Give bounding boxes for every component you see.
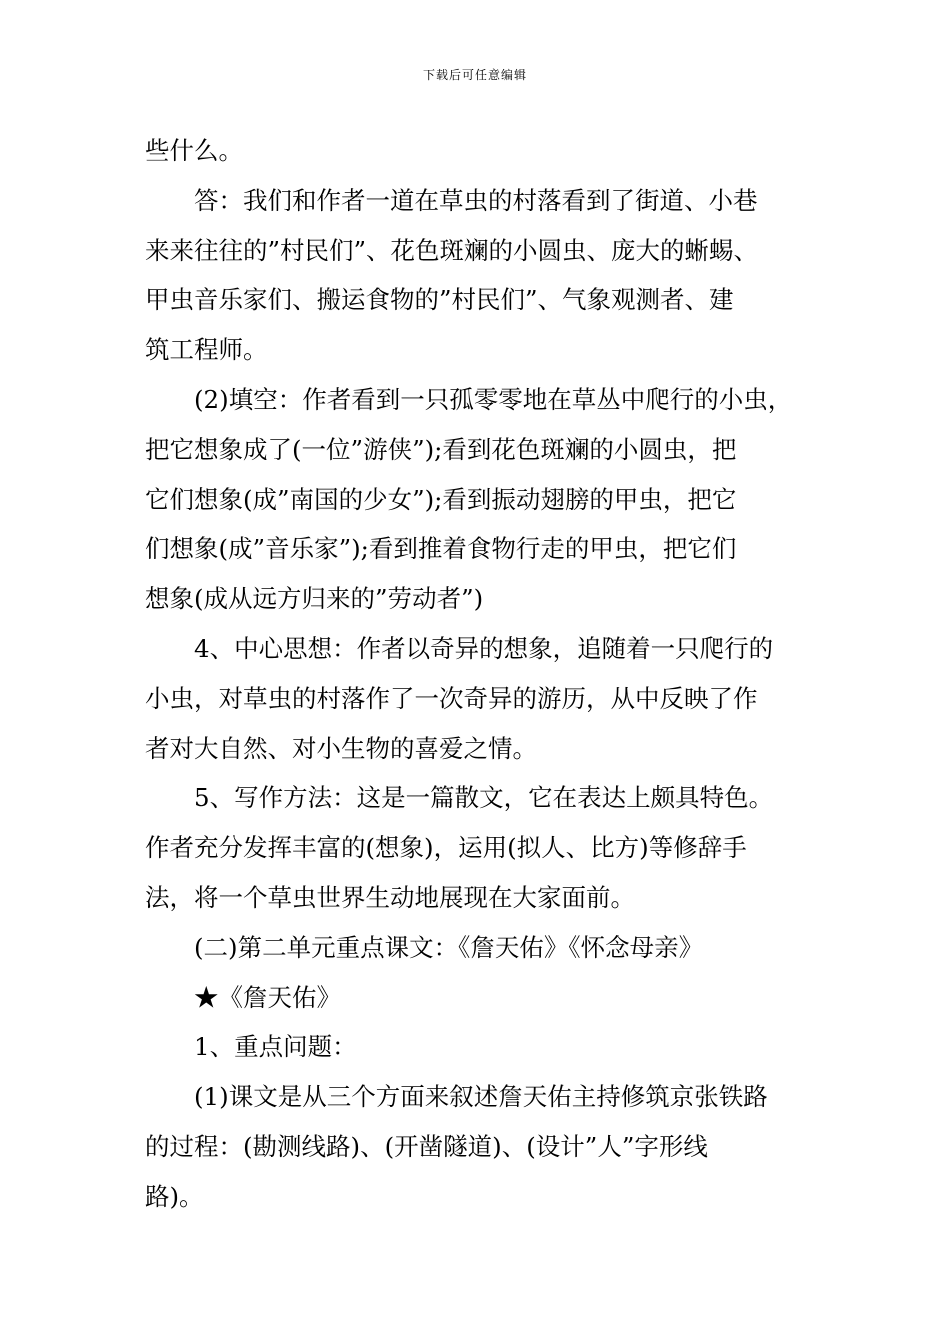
text-line: 它们想象(成”南国的少女”);看到振动翅膀的甲虫，把它 — [145, 484, 737, 514]
text-line: 些什么。 — [145, 136, 243, 165]
document-body — [145, 126, 830, 1222]
text-line: (2)填空：作者看到一只孤零零地在草丛中爬行的小虫， — [194, 384, 793, 414]
text-line: 路)。 — [145, 1181, 204, 1211]
text-line: 5、写作方法：这是一篇散文，它在表达上颇具特色。 — [194, 783, 774, 813]
text-line: 答：我们和作者一道在草虫的村落看到了街道、小巷 — [194, 185, 758, 215]
text-line: 作者充分发挥丰富的(想象)，运用(拟人、比方)等修辞手 — [145, 833, 747, 863]
text-line: 4、中心思想：作者以奇异的想象，追随着一只爬行的 — [194, 633, 774, 663]
text-line: 甲虫音乐家们、搬运食物的”村民们”、气象观测者、建 — [145, 285, 734, 315]
text-line: 的过程：(勘测线路)、(开凿隧道)、(设计”人”字形线 — [145, 1131, 708, 1161]
text-line: 来来往往的”村民们”、花色斑斓的小圆虫、庞大的蜥蜴、 — [145, 235, 759, 265]
subheading: 1、重点问题： — [194, 1032, 357, 1062]
text-line: (1)课文是从三个方面来叙述詹天佑主持修筑京张铁路 — [194, 1082, 768, 1112]
page-header: 下载后可任意编辑 — [422, 68, 527, 82]
text-line: 把它想象成了(一位”游侠”);看到花色斑斓的小圆虫，把 — [145, 434, 737, 464]
section-heading: (二)第二单元重点课文：《詹天佑》《怀念母亲》 — [194, 932, 704, 962]
text-line: 筑工程师。 — [145, 335, 268, 365]
text-line: 们想象(成”音乐家”);看到推着食物行走的甲虫，把它们 — [145, 534, 737, 564]
lesson-title: ★《詹天佑》 — [194, 982, 341, 1012]
text-line: 小虫，对草虫的村落作了一次奇异的游历，从中反映了作 — [145, 683, 758, 713]
text-line: 者对大自然、对小生物的喜爱之情。 — [145, 733, 537, 763]
text-line: 想象(成从远方归来的”劳动者”) — [145, 584, 484, 614]
text-line: 法，将一个草虫世界生动地展现在大家面前。 — [145, 882, 635, 912]
